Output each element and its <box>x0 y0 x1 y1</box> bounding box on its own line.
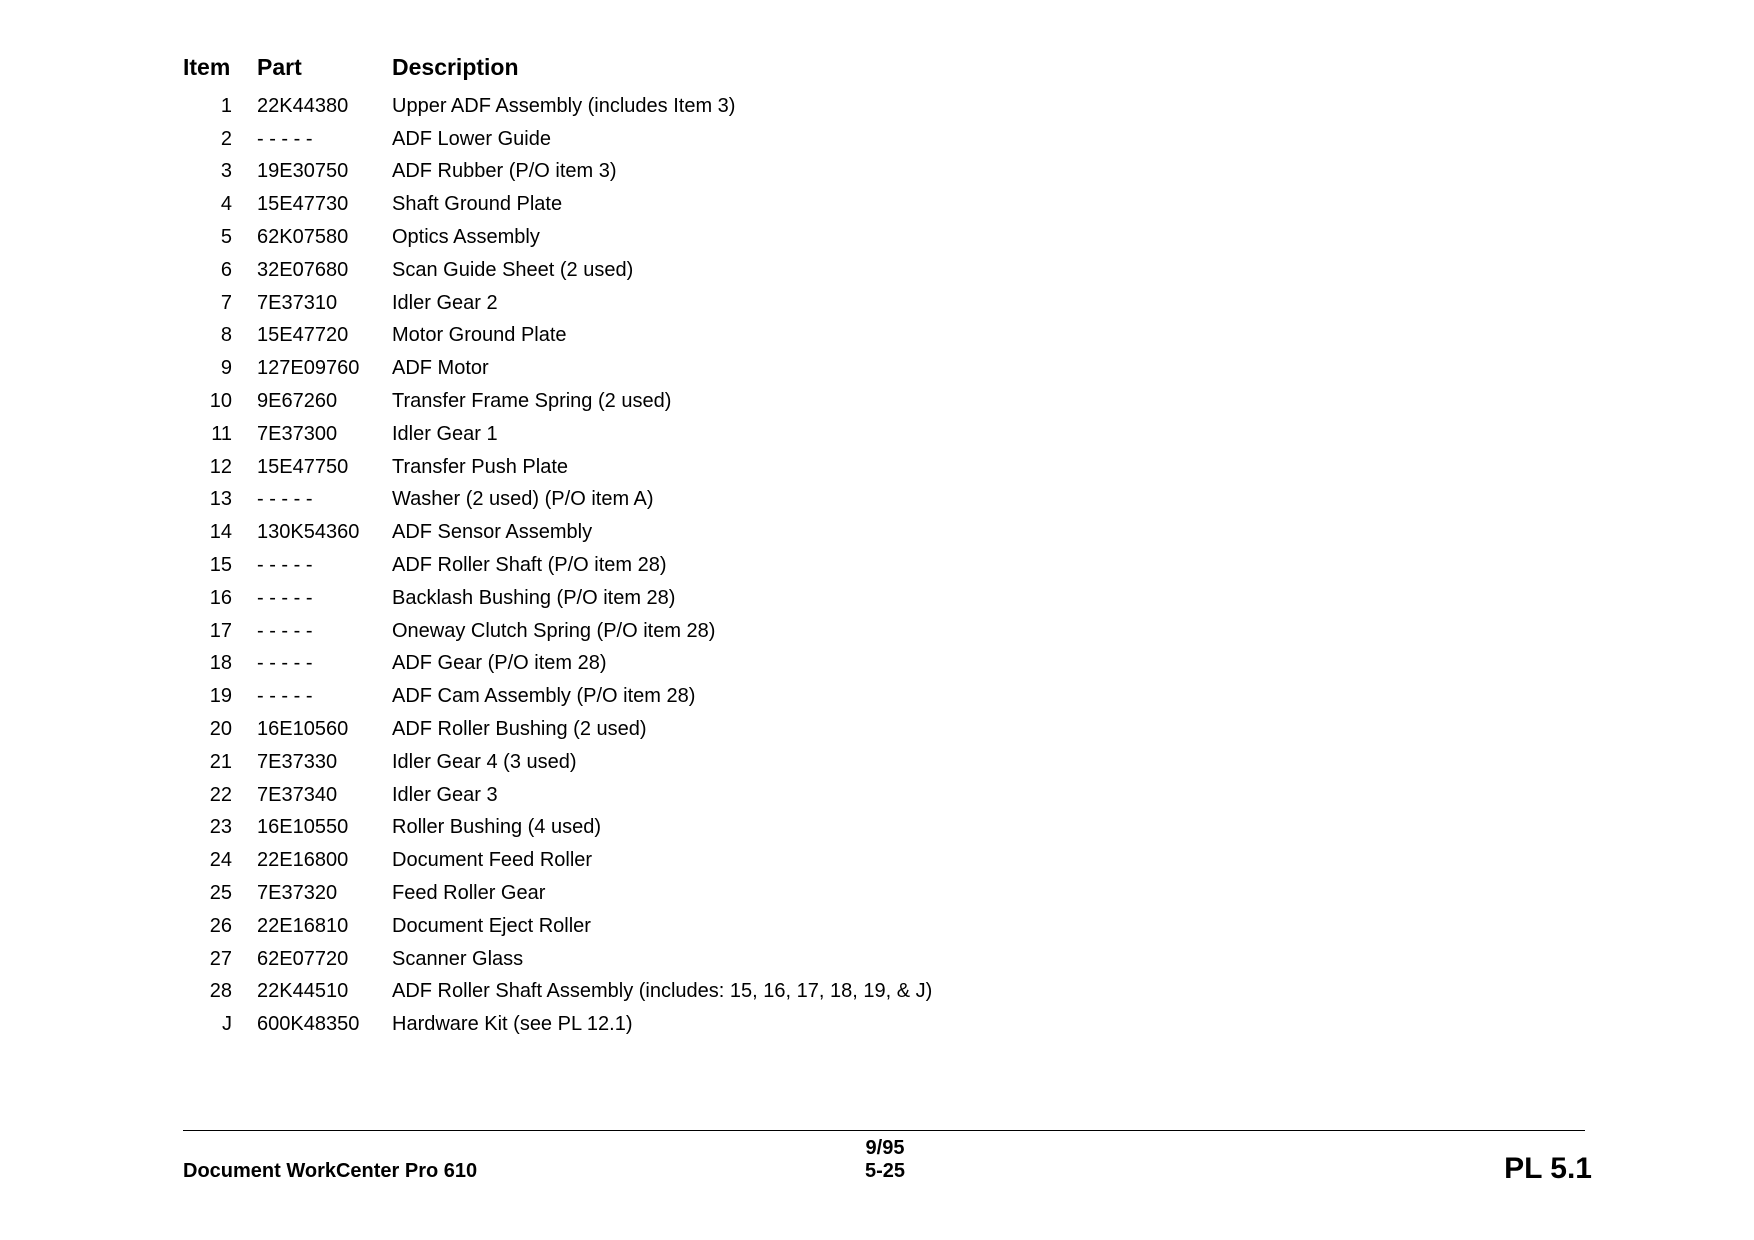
parts-list-table <box>183 50 1092 1041</box>
table-row <box>183 516 1092 549</box>
part-description: Upper ADF Assembly (includes Item 3) <box>392 94 736 117</box>
footer-page-number: 5-25 <box>864 1160 906 1182</box>
part-number: 7E37330 <box>257 750 338 773</box>
table-row <box>183 484 1092 517</box>
table-row <box>183 123 1092 156</box>
item-number: 3 <box>220 160 232 183</box>
table-row <box>183 451 1092 484</box>
table-row <box>183 352 1092 385</box>
table-row <box>183 221 1092 254</box>
item-number: 26 <box>209 914 232 937</box>
part-description: Roller Bushing (4 used) <box>392 816 601 839</box>
part-description: Oneway Clutch Spring (P/O item 28) <box>392 619 716 642</box>
part-number: - - - - - <box>257 619 313 642</box>
table-row <box>183 812 1092 845</box>
table-row <box>183 90 1092 123</box>
table-row <box>183 1008 1092 1041</box>
part-description: Document Eject Roller <box>392 914 591 937</box>
item-number: 25 <box>209 882 232 905</box>
part-description: Scan Guide Sheet (2 used) <box>392 258 634 281</box>
part-number: 62K07580 <box>257 226 349 249</box>
footer-date: 9/95 <box>865 1137 905 1159</box>
table-row <box>183 582 1092 615</box>
header-description: Description <box>392 54 519 80</box>
item-number: 27 <box>209 947 232 970</box>
table-row <box>183 779 1092 812</box>
part-description: ADF Sensor Assembly <box>392 521 593 544</box>
item-number: 23 <box>209 816 232 839</box>
item-number: 17 <box>209 619 232 642</box>
item-number: 28 <box>209 980 232 1003</box>
table-row <box>183 746 1092 779</box>
part-number: 22E16810 <box>257 914 349 937</box>
table-row <box>183 156 1092 189</box>
part-number: 127E09760 <box>257 357 360 380</box>
item-number: 18 <box>209 652 232 675</box>
part-description: Hardware Kit (see PL 12.1) <box>392 1013 633 1036</box>
table-row <box>183 320 1092 353</box>
table-row <box>183 385 1092 418</box>
part-description: Idler Gear 1 <box>392 422 498 445</box>
part-number: 22K44510 <box>257 980 349 1003</box>
part-number: - - - - - <box>257 554 313 577</box>
part-number: 130K54360 <box>257 521 360 544</box>
item-number: 12 <box>209 455 232 478</box>
part-number: - - - - - <box>257 685 313 708</box>
part-description: Optics Assembly <box>392 226 540 249</box>
part-number: 15E47750 <box>257 455 349 478</box>
table-row <box>183 910 1092 943</box>
table-row <box>183 418 1092 451</box>
part-number: 16E10550 <box>257 816 349 839</box>
item-number: 24 <box>209 849 232 872</box>
part-description: Idler Gear 4 (3 used) <box>392 750 577 773</box>
part-number: - - - - - <box>257 127 313 150</box>
part-description: ADF Motor <box>392 357 489 380</box>
part-description: ADF Roller Shaft (P/O item 28) <box>392 554 667 577</box>
item-number: 13 <box>209 488 232 511</box>
table-row <box>183 254 1092 287</box>
item-number: 22 <box>209 783 232 806</box>
part-number: 7E37300 <box>257 422 338 445</box>
part-number: 15E47730 <box>257 193 349 216</box>
part-description: Idler Gear 2 <box>392 291 498 314</box>
table-row <box>183 844 1092 877</box>
part-description: Document Feed Roller <box>392 849 593 872</box>
item-number: 20 <box>209 718 232 741</box>
part-number: - - - - - <box>257 586 313 609</box>
part-description: Transfer Push Plate <box>392 455 569 478</box>
table-row <box>183 976 1092 1009</box>
item-number: 7 <box>220 291 232 314</box>
part-number: 7E37340 <box>257 783 338 806</box>
item-number: 6 <box>220 258 232 281</box>
item-number: 21 <box>209 750 232 773</box>
part-number: - - - - - <box>257 652 313 675</box>
footer-parts-list-id: PL 5.1 <box>1504 1152 1592 1185</box>
part-description: ADF Gear (P/O item 28) <box>392 652 607 675</box>
part-description: Scanner Glass <box>392 947 524 970</box>
item-number: 10 <box>209 390 232 413</box>
table-row <box>183 713 1092 746</box>
part-number: 22K44380 <box>257 94 349 117</box>
footer-page-info <box>820 1137 950 1183</box>
part-number: 16E10560 <box>257 718 349 741</box>
item-number: 2 <box>220 127 232 150</box>
item-number: 5 <box>220 226 232 249</box>
table-row <box>183 287 1092 320</box>
part-number: - - - - - <box>257 488 313 511</box>
part-description: ADF Rubber (P/O item 3) <box>392 160 617 183</box>
part-description: Backlash Bushing (P/O item 28) <box>392 586 676 609</box>
part-description: ADF Cam Assembly (P/O item 28) <box>392 685 696 708</box>
part-description: ADF Roller Shaft Assembly (includes: 15, 16, 17, 18, 19, & J) <box>392 980 933 1003</box>
item-number: J <box>222 1013 232 1036</box>
header-item: Item <box>183 54 231 80</box>
table-row <box>183 615 1092 648</box>
table-row <box>183 943 1092 976</box>
item-number: 4 <box>220 193 232 216</box>
table-row <box>183 648 1092 681</box>
table-body <box>183 90 1092 1041</box>
part-description: ADF Roller Bushing (2 used) <box>392 718 647 741</box>
item-number: 9 <box>220 357 232 380</box>
part-description: Shaft Ground Plate <box>392 193 563 216</box>
table-row <box>183 188 1092 221</box>
table-row <box>183 549 1092 582</box>
footer-divider <box>183 1130 1585 1131</box>
part-number: 22E16800 <box>257 849 349 872</box>
part-number: 7E37310 <box>257 291 338 314</box>
item-number: 11 <box>211 422 232 445</box>
table-row <box>183 680 1092 713</box>
item-number: 1 <box>220 94 232 117</box>
part-description: Feed Roller Gear <box>392 882 546 905</box>
part-description: Transfer Frame Spring (2 used) <box>392 390 672 413</box>
part-description: Idler Gear 3 <box>392 783 498 806</box>
part-number: 15E47720 <box>257 324 349 347</box>
part-number: 62E07720 <box>257 947 349 970</box>
item-number: 8 <box>220 324 232 347</box>
part-description: Washer (2 used) (P/O item A) <box>392 488 654 511</box>
item-number: 14 <box>209 521 232 544</box>
part-number: 7E37320 <box>257 882 338 905</box>
part-description: ADF Lower Guide <box>392 127 551 150</box>
table-row <box>183 877 1092 910</box>
part-description: Motor Ground Plate <box>392 324 567 347</box>
part-number: 9E67260 <box>257 390 338 413</box>
header-part: Part <box>257 54 302 80</box>
item-number: 16 <box>209 586 232 609</box>
part-number: 600K48350 <box>257 1013 360 1036</box>
part-number: 32E07680 <box>257 258 349 281</box>
item-number: 19 <box>209 685 232 708</box>
table-header-row <box>183 50 1092 90</box>
item-number: 15 <box>209 554 232 577</box>
part-number: 19E30750 <box>257 160 349 183</box>
footer-document-title: Document WorkCenter Pro 610 <box>183 1160 478 1182</box>
